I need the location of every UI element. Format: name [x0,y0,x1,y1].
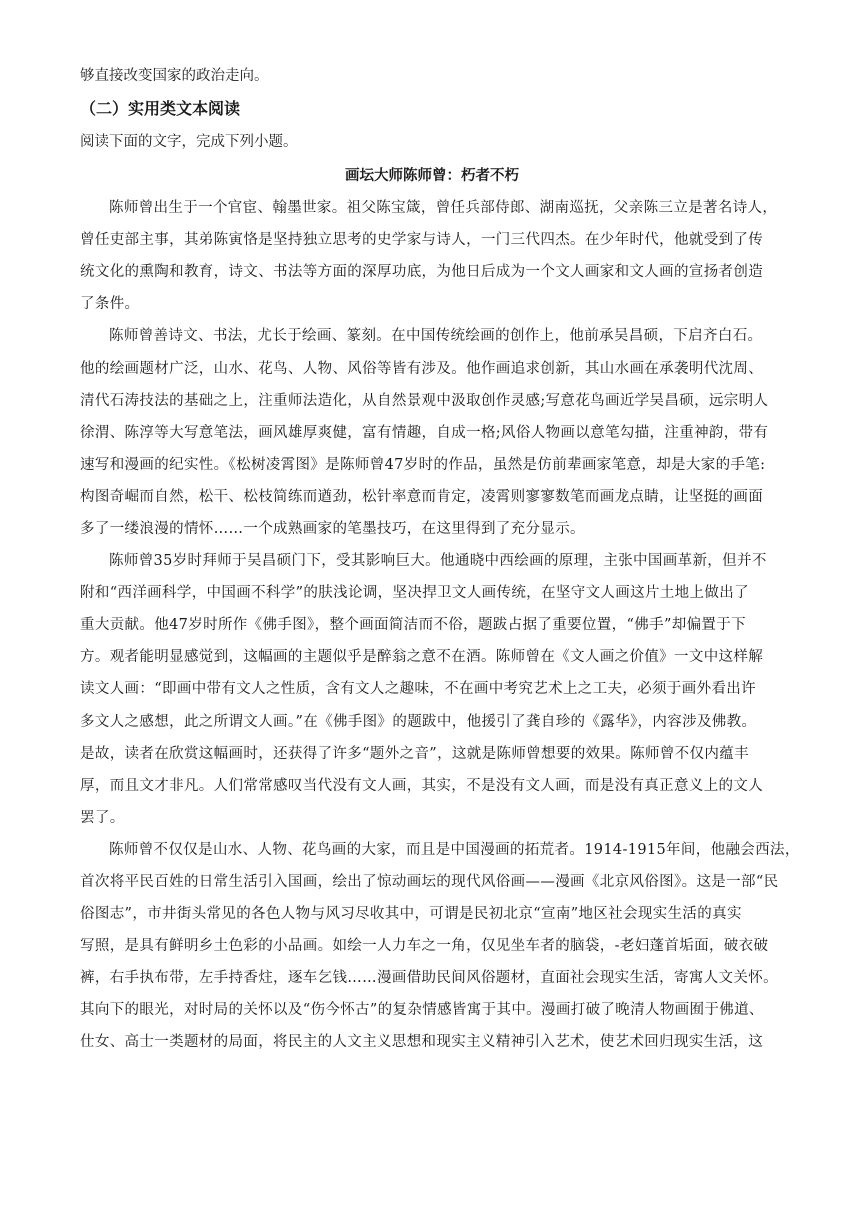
article-paragraph [80,545,784,834]
article-paragraph [80,192,784,320]
paragraph-line: 重大贡献。他47岁时所作《佛手图》，整个画面简洁而不俗，题跋占据了重要位置，“佛手”却偏置于下 [80,617,746,634]
paragraph-line: 读文人画：“即画中带有文人之性质，含有文人之趣味，不在画中考究艺术上之工夫，必须于画外看出许 [80,681,757,698]
paragraph-line: 厚，而且文才非凡。人们常常感叹当代没有文人画，其实，不是没有文人画，而是没有真正意义上的文人 [80,777,764,794]
paragraph-line: 陈师曾35岁时拜师于吴昌硕门下，受其影响巨大。他通晓中西绘画的原理，主张中国画革新，但并不 [109,553,767,570]
paragraph-line: 多了一缕浪漫的情怀……一个成熟画家的笔墨技巧，在这里得到了充分显示。 [80,520,585,537]
document-page [80,66,800,1059]
paragraph-line: 其向下的眼光，对时局的关怀以及“伤今怀古”的复杂情感皆寓于其中。漫画打破了晚清人物画囿于佛道、 [80,1002,764,1019]
paragraph-line: 首次将平民百姓的日常生活引入国画，绘出了惊动画坛的现代风俗画——漫画《北京风俗图》。这是一部“民 [80,874,779,891]
paragraph-line: 他的绘画题材广泛，山水、花鸟、人物、风俗等皆有涉及。他作画追求创新，其山水画在承袭明代沈周、 [80,360,764,377]
paragraph-line: 罢了。 [80,809,125,826]
paragraph-line: 徐渭、陈淳等大写意笔法，画风雄厚爽健，富有情趣，自成一格;风俗人物画以意笔勾描，注重神韵，带有 [80,424,769,441]
article-body [80,192,800,1059]
paragraph-line: 仕女、高士一类题材的局面，将民主的人文主义思想和现实主义精神引入艺术，使艺术回归现实生活，这 [80,1034,764,1051]
paragraph-line: 陈师曾出生于一个官宦、翰墨世家。祖父陈宝箴，曾任兵部侍郎、湖南巡抚，父亲陈三立是著名诗人， [109,200,778,217]
reading-instruction: 阅读下面的文字，完成下列小题。 [80,134,298,150]
paragraph-line: 写照，是具有鲜明乡土色彩的小品画。如绘一人力车之一角，仅见坐车者的脑袋，-老妇蓬首垢面，破衣破 [80,938,769,955]
paragraph-line: 统文化的熏陶和教育，诗文、书法等方面的深厚功底，为他日后成为一个文人画家和文人画的宣扬者创造 [80,264,764,281]
paragraph-line: 方。观者能明显感觉到，这幅画的主题似乎是醉翁之意不在酒。陈师曾在《文人画之价值》一文中这样解 [80,649,764,666]
paragraph-line: 构图奇崛而自然，松干、松枝简练而遒劲，松针率意而肯定，凌霄则寥寥数笔而画龙点睛，让坚挺的画面 [80,488,764,505]
carryover-line: 够直接改变国家的政治走向。 [80,68,269,84]
paragraph-line: 曾任吏部主事，其弟陈寅恪是坚持独立思考的史学家与诗人，一门三代四杰。在少年时代，他就受到了传 [80,232,764,249]
article-paragraph [80,320,784,545]
paragraph-line: 裤，右手执布带，左手持香炷，逐车乞钱……漫画借助民间风俗题材，直面社会现实生活，寄寓人文关怀。 [80,970,778,987]
section-heading: （二）实用类文本阅读 [80,99,241,118]
paragraph-line: 是故，读者在欣赏这幅画时，还获得了许多“题外之音”，这就是陈师曾想要的效果。陈师曾不仅内蕴丰 [80,745,749,762]
paragraph-line: 陈师曾不仅仅是山水、人物、花鸟画的大家，而且是中国漫画的拓荒者。1914-1915年间，他融会西法， [109,841,800,858]
paragraph-line: 俗图志”，市井街头常见的各色人物与风习尽收其中，可谓是民初北京“宣南”地区社会现实生活的真实 [80,906,742,923]
paragraph-line: 速写和漫画的纪实性。《松树凌霄图》是陈师曾47岁时的作品，虽然是仿前辈画家笔意，却是大家的手笔: [80,456,766,473]
paragraph-line: 陈师曾善诗文、书法，尤长于绘画、篆刻。在中国传统绘画的创作上，他前承吴昌硕，下启齐白石。 [109,328,763,345]
article-paragraph [80,834,800,1059]
paragraph-line: 了条件。 [80,296,140,313]
paragraph-line: 附和“西洋画科学，中国画不科学”的肤浅论调，坚决捍卫文人画传统，在坚守文人画这片土地上做出了 [80,585,749,602]
article-title: 画坛大师陈师曾：朽者不朽 [345,167,519,184]
paragraph-line: 清代石涛技法的基础之上，注重师法造化，从自然景观中汲取创作灵感;写意花鸟画近学吴昌硕，远宗明人 [80,392,769,409]
paragraph-line: 多文人之感想，此之所谓文人画。”在《佛手图》的题跋中，他援引了龚自珍的《露华》，内容涉及佛教。 [80,713,757,730]
